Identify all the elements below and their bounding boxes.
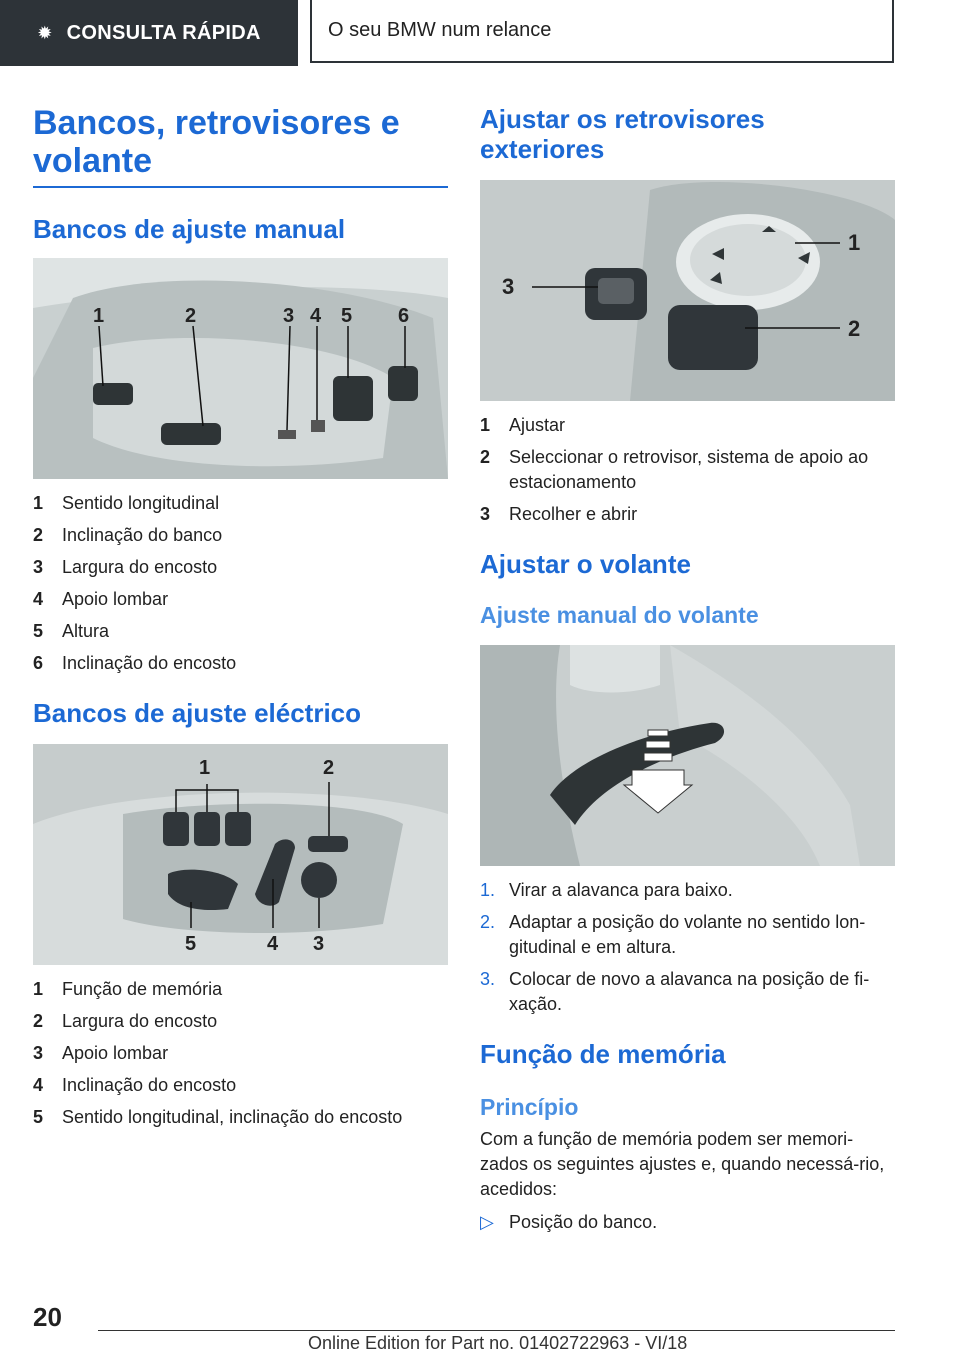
mirror-controls-image [480,180,895,401]
list-item: 5 Sentido longitudinal, inclinação do encosto [33,1106,403,1127]
list-item: 1 Sentido longitudinal [33,492,220,513]
list-item: 1 Função de memória [33,978,223,999]
pin-icon: ✹ [37,22,53,43]
electric-callout: 4 [267,932,279,955]
electric-callout: 5 [185,932,197,955]
mirror-legend [480,413,895,527]
list-item: 4 Apoio lombar [33,588,169,609]
manual-callout: 4 [310,304,322,327]
right-column [480,96,895,1242]
list-item: 3 Recolher e abrir [480,504,638,524]
mirror-callout: 3 [502,274,515,299]
mirrors-heading: Ajustar os retrovisores exteriores [480,104,765,164]
electric-seat-legend [33,977,448,1130]
steering-lever-image [480,645,895,866]
electric-callout: 2 [323,756,335,779]
manual-seats-heading: Bancos de ajuste manual [33,213,346,244]
electric-callout: 3 [313,932,325,955]
chapter-tab [0,0,298,66]
memory-heading: Função de memória [480,1039,726,1069]
left-column [33,96,448,1137]
list-item: 4 Inclinação do encosto [33,1074,237,1095]
manual-callout: 3 [283,304,295,327]
list-item: 1 Ajustar [480,415,566,435]
manual-callout: 2 [185,304,197,327]
list-item: 1. Virar a alavanca para baixo. [480,880,733,900]
list-item: 2 Inclinação do banco [33,524,223,545]
wheel-steps [480,878,895,1017]
list-item: 2. Adaptar a posição do volante no sentido lon-gitudinal e em altura. [480,912,866,957]
section-title-box [310,0,894,63]
page-number: 20 [33,1302,62,1332]
list-item: 3 Apoio lombar [33,1042,169,1063]
chapter-tab-label: CONSULTA RÁPIDA [66,21,261,44]
memory-body: Com a função de memória podem ser memori-zados os seguintes ajustes e, quando necessá-rio, acedidos: [480,1129,885,1199]
manual-seat-image [33,258,448,479]
list-item: 2 Seleccionar o retrovisor, sistema de apoio ao estacionamento [480,447,869,492]
list-item: 2 Largura do encosto [33,1010,218,1031]
wheel-heading: Ajustar o volante [480,549,691,579]
manual-callout: 1 [93,304,105,327]
manual-callout: 6 [398,304,410,327]
list-item: ▷ Posição do banco. [480,1210,895,1235]
title-rule [33,186,448,188]
footer-rule [98,1330,895,1331]
list-item: 6 Inclinação do encosto [33,652,237,673]
memory-subheading: Princípio [480,1094,579,1120]
mirror-callout: 1 [848,230,861,255]
mirror-callout: 2 [848,316,861,341]
list-item: 3. Colocar de novo a alavanca na posição de fi-xação. [480,969,870,1014]
electric-seats-heading: Bancos de ajuste eléctrico [33,697,362,728]
list-item: 5 Altura [33,620,110,641]
section-title: O seu BMW num relance [328,19,552,41]
manual-seat-legend [33,491,448,676]
footer-edition: Online Edition for Part no. 01402722963 - VI/18 [308,1333,688,1353]
page-title: Bancos, retrovisores e volante [33,104,400,180]
electric-seat-image [33,744,448,965]
manual-callout: 5 [341,304,353,327]
wheel-subheading: Ajuste manual do volante [480,602,759,628]
page-header [0,0,960,66]
electric-callout: 1 [199,756,211,779]
memory-bullets [480,1210,895,1235]
triangle-bullet-icon: ▷ [480,1212,494,1232]
list-item: 3 Largura do encosto [33,556,218,577]
